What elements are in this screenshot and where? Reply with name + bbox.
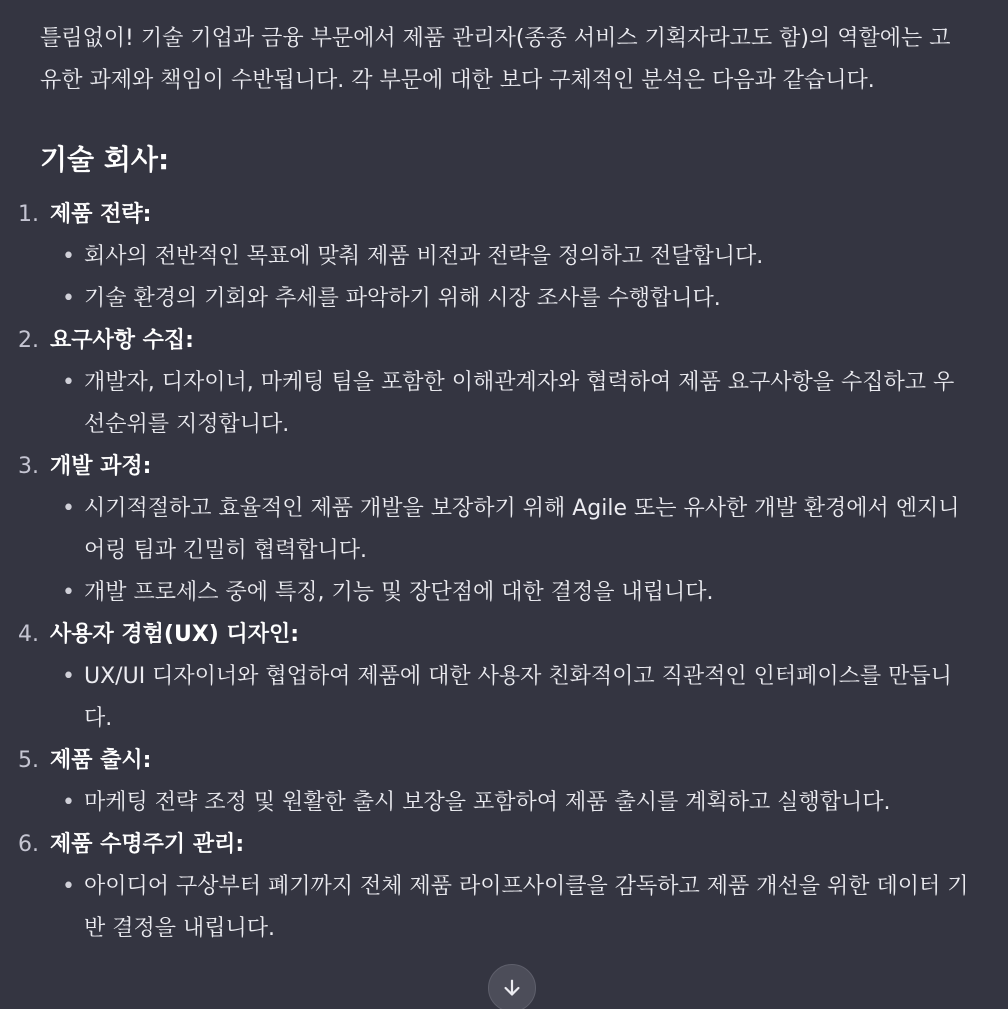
list-item (18, 824, 970, 950)
intro-paragraph: 틀림없이! 기술 기업과 금융 부문에서 제품 관리자(종종 서비스 기획자라고도 함)의 역할에는 고유한 과제와 책임이 수반됩니다. 각 부문에 대한 보다 구체적인 분석은 다음과 같습니다. (40, 26, 951, 93)
bullet-text: UX/UI 디자이너와 협업하여 제품에 대한 사용자 친화적이고 직관적인 인터페이스를 만듭니다. (84, 664, 952, 731)
bullet-item (62, 572, 970, 614)
bullet-item (62, 362, 970, 446)
bullet-text: 기술 환경의 기회와 추세를 파악하기 위해 시장 조사를 수행합니다. (84, 286, 721, 311)
scroll-to-bottom-button[interactable] (488, 964, 536, 1009)
bullet-text: 개발 프로세스 중에 특징, 기능 및 장단점에 대한 결정을 내립니다. (84, 580, 714, 605)
bullet-list (40, 656, 970, 740)
list-item-number: 1. (18, 202, 39, 227)
list-item-title: 제품 수명주기 관리: (50, 832, 245, 857)
bullet-icon: • (62, 580, 75, 605)
list-item-title: 개발 과정: (50, 454, 152, 479)
arrow-down-icon (501, 977, 523, 999)
bullet-item (62, 866, 970, 950)
bullet-list (40, 362, 970, 446)
bullet-icon: • (62, 874, 75, 899)
bullet-icon: • (62, 664, 75, 689)
bullet-item (62, 488, 970, 572)
list-item (18, 740, 970, 824)
list-item-number: 6. (18, 832, 39, 857)
list-item-number: 2. (18, 328, 39, 353)
bullet-icon: • (62, 790, 75, 815)
list-item-title: 제품 출시: (50, 748, 152, 773)
numbered-list (18, 194, 970, 950)
bullet-icon: • (62, 286, 75, 311)
bullet-text: 회사의 전반적인 목표에 맞춰 제품 비전과 전략을 정의하고 전달합니다. (84, 244, 764, 269)
bullet-text: 아이디어 구상부터 폐기까지 전체 제품 라이프사이클을 감독하고 제품 개선을 위한 데이터 기반 결정을 내립니다. (84, 874, 969, 941)
bullet-icon: • (62, 370, 75, 395)
list-item (18, 446, 970, 614)
assistant-message (18, 18, 970, 950)
list-item (18, 320, 970, 446)
list-item-number: 4. (18, 622, 39, 647)
bullet-list (40, 866, 970, 950)
bullet-text: 개발자, 디자이너, 마케팅 팀을 포함한 이해관계자와 협력하여 제품 요구사항을 수집하고 우선순위를 지정합니다. (84, 370, 955, 437)
bullet-list (40, 236, 970, 320)
list-item (18, 614, 970, 740)
list-item-number: 5. (18, 748, 39, 773)
list-item (18, 194, 970, 320)
list-item-number: 3. (18, 454, 39, 479)
bullet-icon: • (62, 496, 75, 521)
bullet-item (62, 656, 970, 740)
bullet-icon: • (62, 244, 75, 269)
bullet-text: 시기적절하고 효율적인 제품 개발을 보장하기 위해 Agile 또는 유사한 개발 환경에서 엔지니어링 팀과 긴밀히 협력합니다. (84, 496, 960, 563)
bullet-list (40, 488, 970, 614)
bullet-item (62, 236, 970, 278)
bullet-list (40, 782, 970, 824)
list-item-title: 제품 전략: (50, 202, 152, 227)
bullet-item (62, 782, 970, 824)
list-item-title: 사용자 경험(UX) 디자인: (50, 622, 300, 647)
list-item-title: 요구사항 수집: (50, 328, 194, 353)
bullet-text: 마케팅 전략 조정 및 원활한 출시 보장을 포함하여 제품 출시를 계획하고 실행합니다. (84, 790, 891, 815)
bullet-item (62, 278, 970, 320)
section-heading: 기술 회사: (40, 143, 170, 176)
